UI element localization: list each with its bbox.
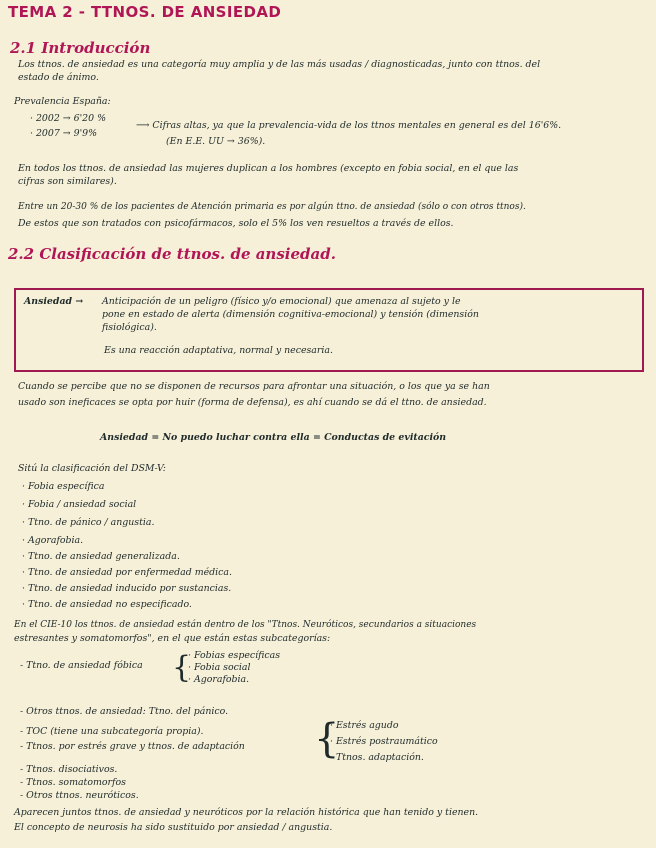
other-anxiety-line: - Otros ttnos. de ansiedad: Ttno. del pánico. [20,706,229,717]
prevalence-2002: · 2002 → 6'20 % [30,113,106,124]
phobic-anxiety-label: - Ttno. de ansiedad fóbica [20,660,143,671]
brace-icon: { [314,716,340,762]
dsm-item: · Ttno. de ansiedad inducido por sustancias. [22,583,232,594]
prevalence-comment: ⟶ Cifras altas, ya que la prevalencia-vida de los ttnos mentales en general es del 16'6%. [136,120,562,131]
intro-line-2: estado de ánimo. [18,72,99,83]
dsm-item: · Ttno. de pánico / angustia. [22,517,155,528]
women-line-2: cifras son similares). [18,176,117,187]
phobic-subitem: · Agorafobia. [188,674,250,685]
dsm-item: · Ttno. de ansiedad no especificado. [22,599,192,610]
dsm-intro: Sitú la clasificación del DSM-V: [18,463,166,474]
dsm-item: · Fobia específica [22,481,105,492]
cie-line-2: estresantes y somatomorfos", en el que están estas subcategorías: [14,633,331,644]
dsm-item: · Ttno. de ansiedad generalizada. [22,551,180,562]
stress-subitem: · Estrés agudo [330,720,399,731]
phobic-subitem: · Fobia social [188,662,251,673]
definition-line-2: pone en estado de alerta (dimensión cognitiva-emocional) y tensión (dimensión [102,309,479,320]
somatoform-line: - Ttnos. somatomorfos [20,777,126,788]
page-title: TEMA 2 - TTNOS. DE ANSIEDAD [8,3,282,21]
brace-icon: { [172,650,192,685]
section-heading-intro: 2.1 Introducción [10,39,151,57]
prevalence-label: Prevalencia España: [14,96,111,107]
dsm-item: · Fobia / ansiedad social [22,499,137,510]
women-line-1: En todos los ttnos. de ansiedad las mujeres duplican a los hombres (excepto en fobia social, en el que las [18,163,519,174]
closing-line-1: Aparecen juntos ttnos. de ansiedad y neuróticos por la relación histórica que han tenido y tienen. [14,807,479,818]
stress-label: - Ttnos. por estrés grave y ttnos. de adaptación [20,741,245,752]
stress-subitem: · Ttnos. adaptación. [330,752,424,763]
intro-line-1: Los ttnos. de ansiedad es una categoría muy amplia y de las más usadas / diagnosticadas, junto con ttnos. del [18,59,541,70]
dsm-item: · Agorafobia. [22,535,84,546]
dsm-item: · Ttno. de ansiedad por enfermedad médica. [22,567,233,578]
other-neurotic-line: - Otros ttnos. neuróticos. [20,790,139,801]
dissociative-line: - Ttnos. disociativos. [20,764,118,775]
toc-line: - TOC (tiene una subcategoría propia). [20,726,204,737]
coping-line-2: usado son ineficaces se opta por huir (forma de defensa), es ahí cuando se dá el ttno. de ansiedad. [18,397,487,408]
formula-line: Ansiedad = No puedo luchar contra ella = Conductas de evitación [100,432,447,443]
primary-care-line-2: De estos que son tratados con psicofármacos, solo el 5% los ven resueltos a través de ellos. [18,218,454,229]
definition-line-4: Es una reacción adaptativa, normal y necesaria. [104,345,333,356]
definition-line-3: fisiológica). [102,322,157,333]
phobic-subitem: · Fobias específicas [188,650,281,661]
closing-line-2: El concepto de neurosis ha sido sustituido por ansiedad / angustia. [14,822,333,833]
cie-line-1: En el CIE-10 los ttnos. de ansiedad están dentro de los "Ttnos. Neuróticos, secundarios a situaciones [14,620,477,630]
definition-term: Ansiedad → [24,296,84,307]
coping-line-1: Cuando se percibe que no se disponen de recursos para afrontar una situación, o los que ya se han [18,381,490,392]
definition-line-1: Anticipación de un peligro (físico y/o emocional) que amenaza al sujeto y le [102,296,461,307]
prevalence-usa: (En E.E. UU → 36%). [166,136,266,147]
section-heading-classification: 2.2 Clasificación de ttnos. de ansiedad. [8,245,336,263]
prevalence-2007: · 2007 → 9'9% [30,128,98,139]
primary-care-line-1: Entre un 20-30 % de los pacientes de Atención primaria es por algún ttno. de ansiedad (sólo o con otros ttnos). [18,202,526,212]
stress-subitem: · Estrés postraumático [330,736,438,747]
